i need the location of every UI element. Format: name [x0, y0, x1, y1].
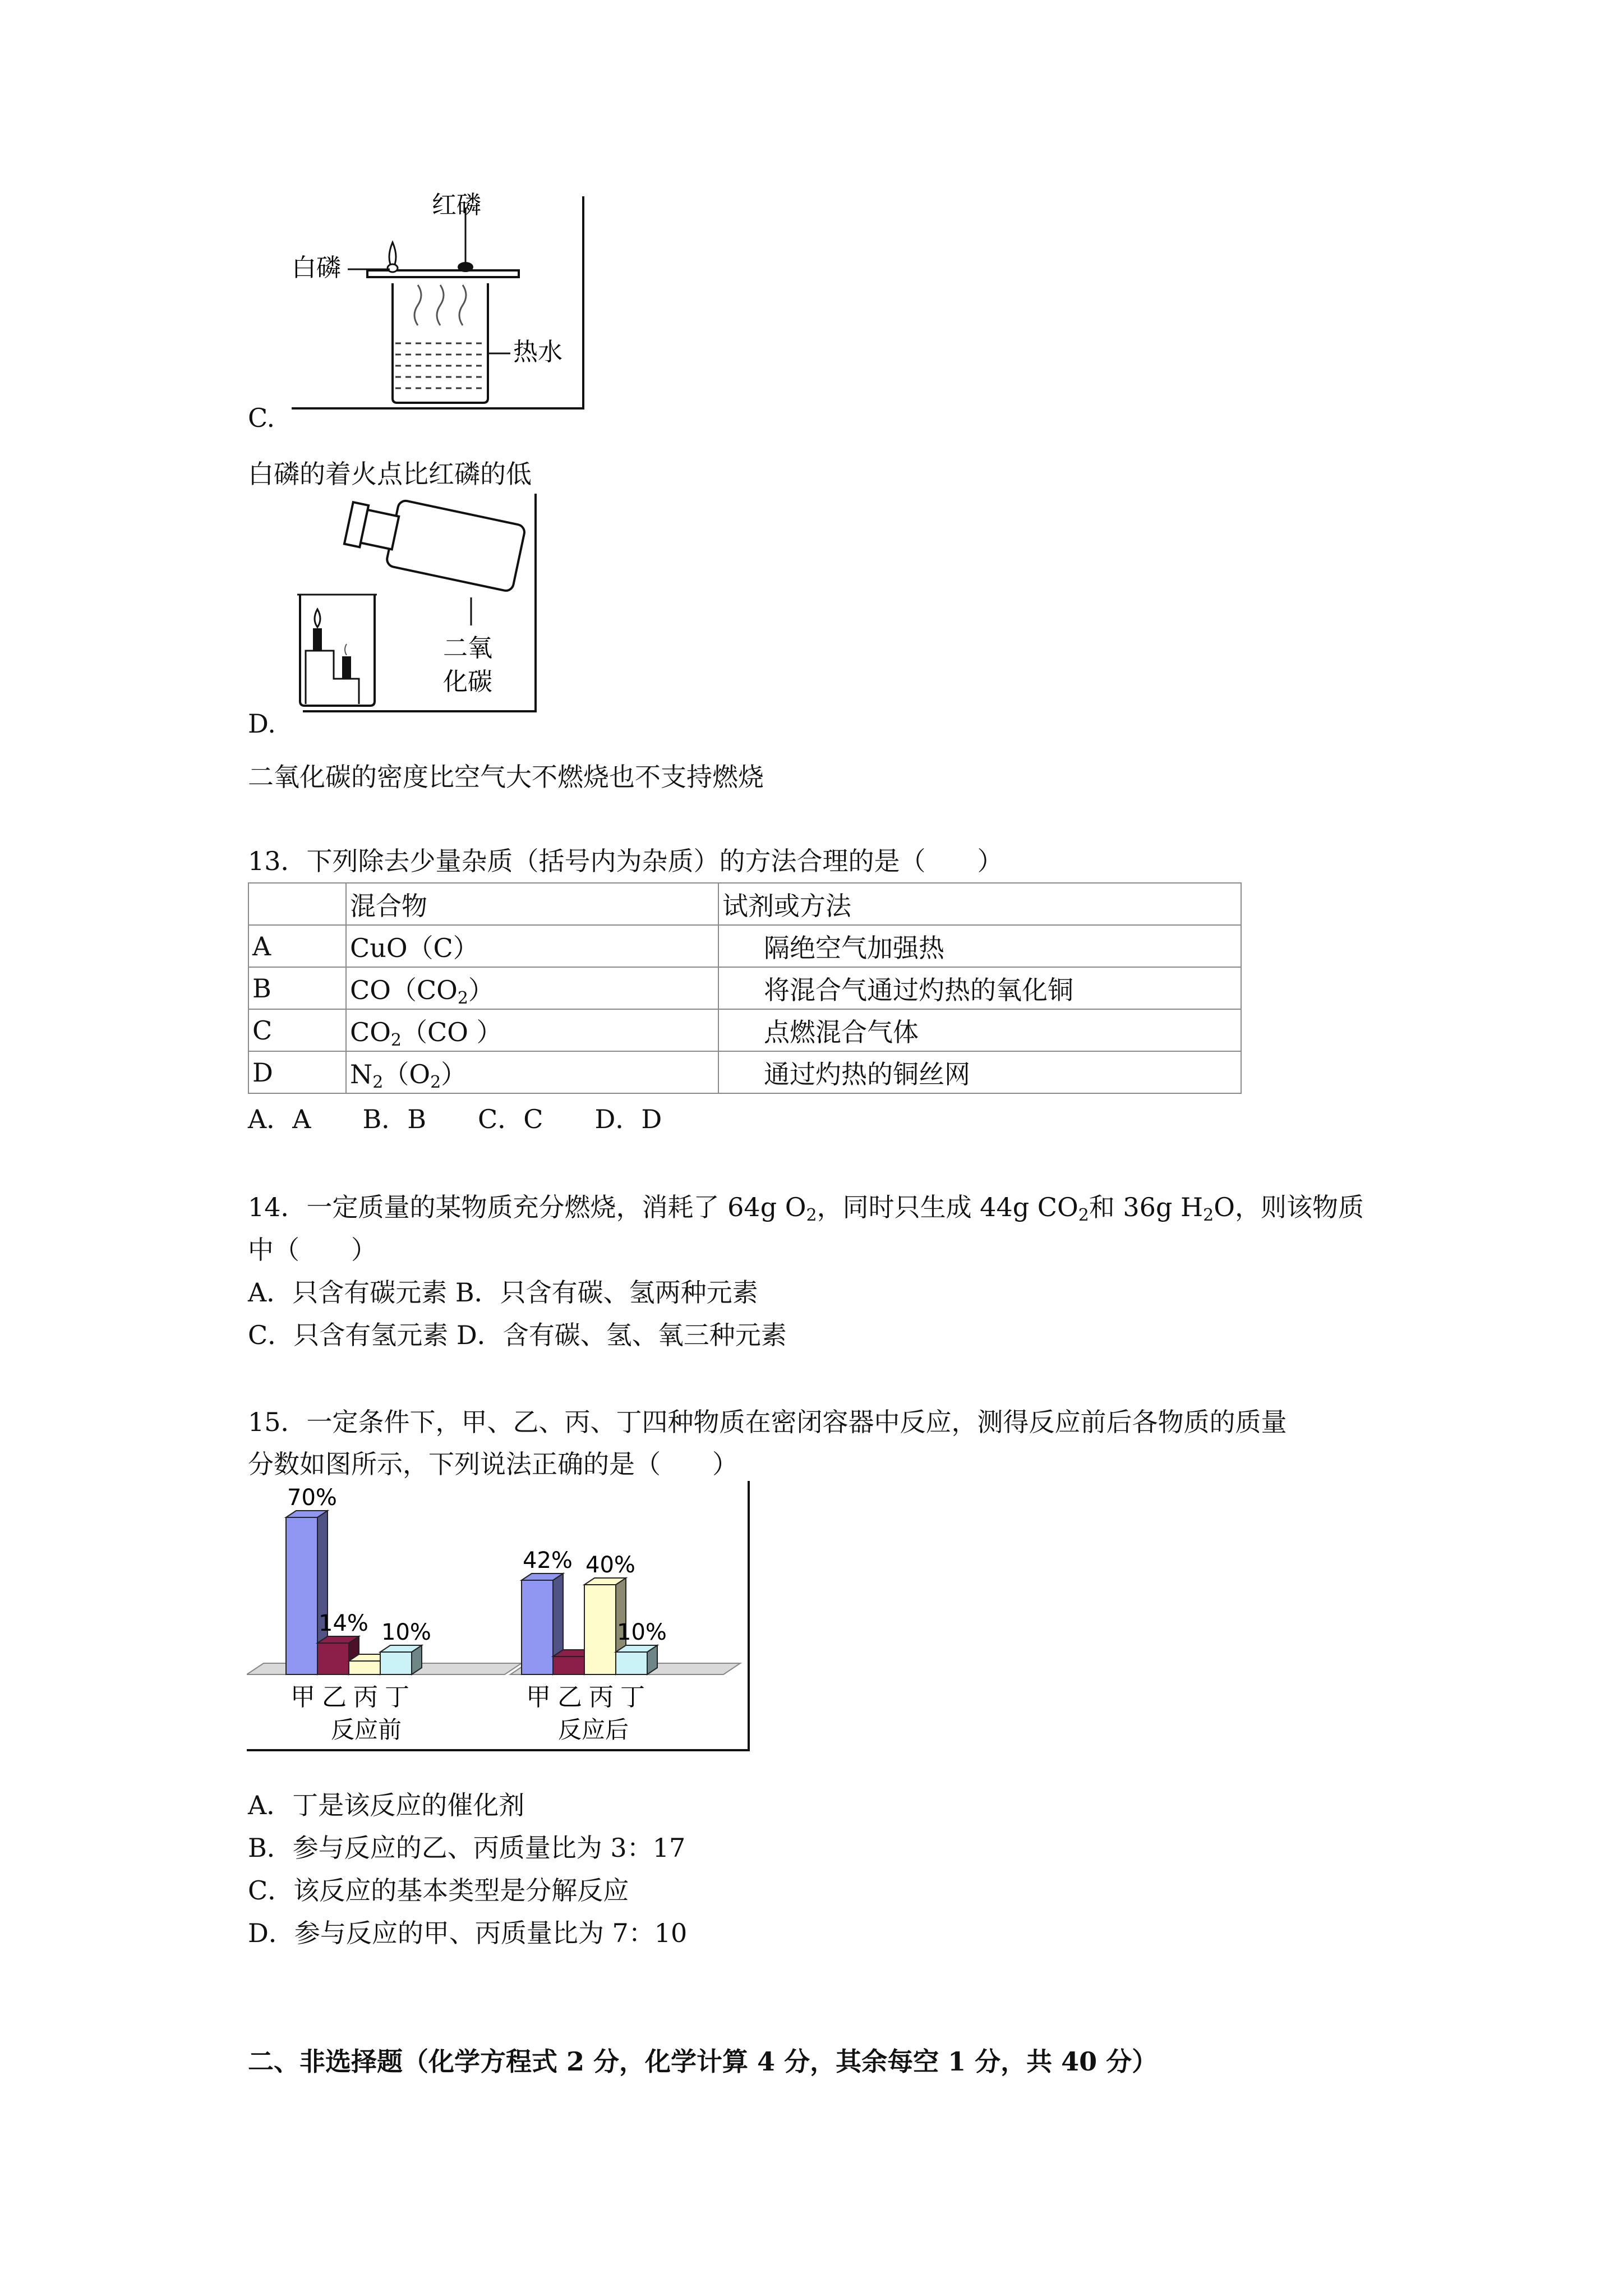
- category-label: 丁: [385, 1683, 409, 1711]
- label-co2-line2: 化碳: [443, 668, 492, 696]
- q13-options: A．A B．B C．C D．D: [248, 1104, 662, 1134]
- category-label: 乙: [557, 1683, 582, 1711]
- table-header-cell: [248, 883, 346, 925]
- table-row: [248, 1051, 1241, 1093]
- q14-line2: 中（ ）: [248, 1235, 377, 1265]
- label-co2-line1: 二氧: [443, 634, 492, 662]
- row-method: 通过灼热的铜丝网: [718, 1051, 1241, 1093]
- category-label: 甲: [291, 1683, 315, 1711]
- label-red-phosphorus: 红磷: [432, 191, 481, 219]
- q13-stem: 13．下列除去少量杂质（括号内为杂质）的方法合理的是（ ）: [248, 846, 1003, 876]
- option-letter-c: C.: [248, 403, 275, 433]
- option-letter-d: D.: [248, 708, 276, 739]
- table-header-mixture: 混合物: [346, 883, 718, 925]
- q15-option-d: D．参与反应的甲、丙质量比为 7：10: [248, 1918, 688, 1948]
- data-label: 10%: [617, 1619, 667, 1645]
- q14-options-cd: C．只含有氢元素 D．含有碳、氢、氧三种元素: [248, 1320, 787, 1350]
- data-label: 10%: [381, 1619, 431, 1645]
- caption-d: 二氧化碳的密度比空气大不燃烧也不支持燃烧: [248, 762, 764, 792]
- category-label: 丁: [620, 1683, 645, 1711]
- q15-line2: 分数如图所示，下列说法正确的是（ ）: [248, 1449, 738, 1479]
- table-row: [248, 1009, 1241, 1051]
- table-header-row: [248, 883, 1241, 925]
- section-2-heading: 二、非选择题（化学方程式 2 分，化学计算 4 分，其余每空 1 分，共 40 分）: [248, 2046, 1158, 2077]
- bar-0-3: [380, 1645, 422, 1674]
- table-row: [248, 967, 1241, 1009]
- q15-line1: 15．一定条件下，甲、乙、丙、丁四种物质在密闭容器中反应，测得反应前后各物质的质量: [248, 1407, 1287, 1437]
- q15-option-c: C．该反应的基本类型是分解反应: [248, 1875, 629, 1906]
- data-label: 70%: [287, 1485, 337, 1511]
- row-key: A: [248, 925, 346, 967]
- table-row: [248, 925, 1241, 967]
- category-label: 丙: [353, 1683, 378, 1711]
- data-label: 14%: [319, 1611, 368, 1636]
- q13-table: [248, 882, 1242, 1094]
- figure-co2-candles: [280, 488, 544, 724]
- row-mixture: $CO_2(CO$ ）: [346, 1009, 718, 1051]
- bar-1-3: [616, 1645, 657, 1674]
- q15-option-a: A．丁是该反应的催化剂: [248, 1790, 525, 1820]
- row-key: B: [248, 967, 346, 1009]
- row-key: D: [248, 1051, 346, 1093]
- row-key: C: [248, 1009, 346, 1051]
- category-label: 乙: [322, 1683, 347, 1711]
- figure-phosphorus: [280, 185, 594, 421]
- q14-line1: 14．一定质量的某物质充分燃烧，消耗了 64g $O_2$，同时只生成 44g $CO_2$和 36g $H_2O$，则该物质: [248, 1192, 1364, 1225]
- group-label-before: 反应前: [331, 1716, 402, 1743]
- row-method: 点燃混合气体: [718, 1009, 1241, 1051]
- row-method: 将混合气通过灼热的氧化铜: [718, 967, 1241, 1009]
- row-mixture: CuO（C）: [346, 925, 718, 967]
- data-label: 42%: [523, 1548, 573, 1573]
- caption-c: 白磷的着火点比红磷的低: [248, 459, 532, 489]
- mass-fraction-chart: [247, 1481, 763, 1761]
- label-hot-water: 热水: [513, 338, 562, 366]
- table-header-method: 试剂或方法: [718, 883, 1241, 925]
- group-label-after: 反应后: [558, 1716, 629, 1743]
- category-label: 甲: [526, 1683, 551, 1711]
- category-label: 丙: [589, 1683, 614, 1711]
- label-white-phosphorus: 白磷: [292, 254, 341, 282]
- row-mixture: $N_2(O_2)$: [346, 1051, 718, 1093]
- q15-option-b: B．参与反应的乙、丙质量比为 3：17: [248, 1833, 686, 1863]
- row-method: 隔绝空气加强热: [718, 925, 1241, 967]
- q14-options-ab: A．只含有碳元素 B．只含有碳、氢两种元素: [248, 1277, 758, 1308]
- data-label: 40%: [585, 1552, 635, 1578]
- row-mixture: $CO(CO_2)$: [346, 967, 718, 1009]
